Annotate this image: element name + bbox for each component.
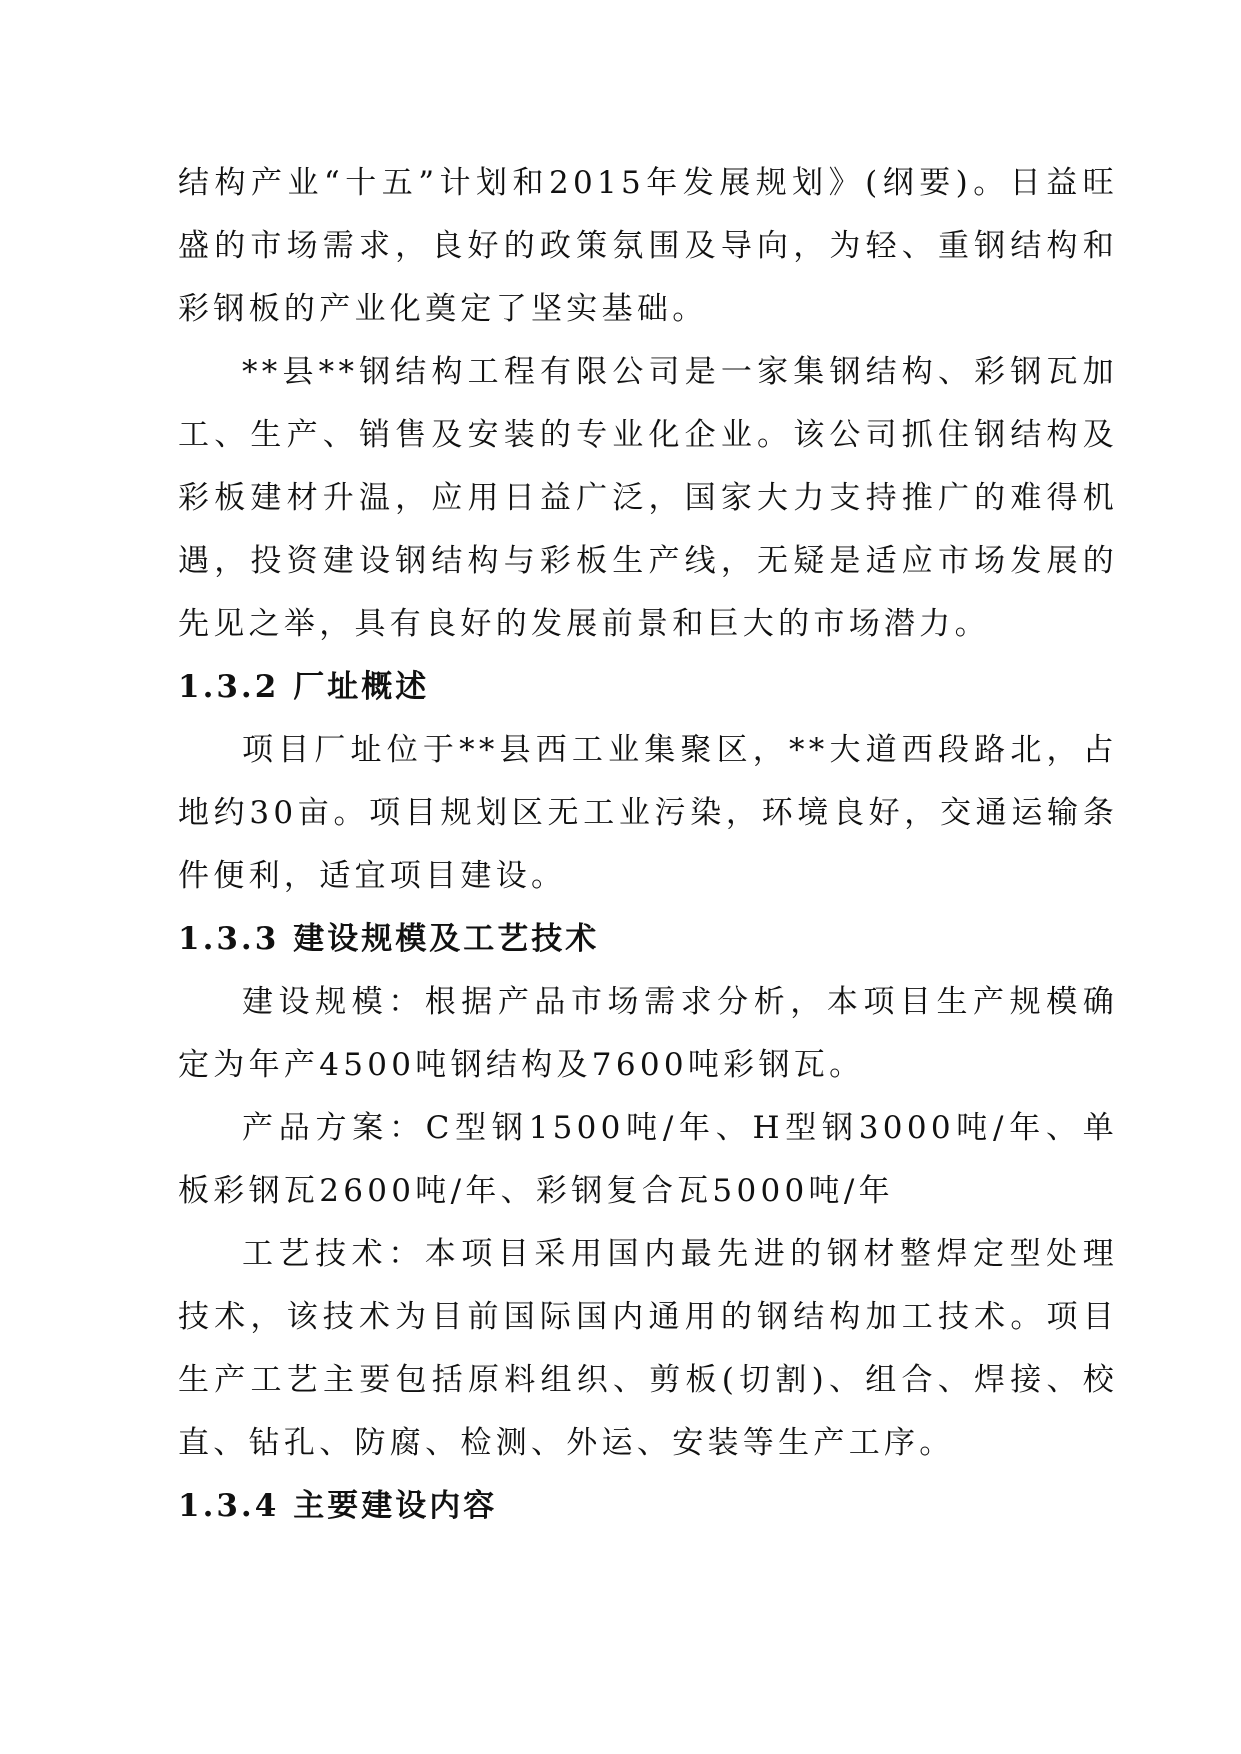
section-heading-1-3-2 xyxy=(178,656,1118,719)
paragraph-construction-scale: 建设规模：根据产品市场需求分析，本项目生产规模确定为年产4500吨钢结构及7600吨彩钢瓦。 xyxy=(178,984,1118,1083)
section-title: 建设规模及工艺技术 xyxy=(293,921,600,957)
section-title: 主要建设内容 xyxy=(293,1488,498,1524)
section-number: 1.3.4 xyxy=(178,1488,280,1524)
paragraph-product-plan: 产品方案：C型钢1500吨/年、H型钢3000吨/年、单板彩钢瓦2600吨/年、彩钢复合瓦5000吨/年 xyxy=(178,1110,1118,1209)
section-heading-1-3-4 xyxy=(178,1475,1118,1538)
paragraph-market-demand: 结构产业“十五”计划和2015年发展规划》(纲要)。日益旺盛的市场需求，良好的政策氛围及导向，为轻、重钢结构和彩钢板的产业化奠定了坚实基础。 xyxy=(178,165,1118,327)
section-number: 1.3.2 xyxy=(178,669,280,705)
section-number: 1.3.3 xyxy=(178,921,280,957)
paragraph-company-intro: **县**钢结构工程有限公司是一家集钢结构、彩钢瓦加工、生产、销售及安装的专业化企业。该公司抓住钢结构及彩板建材升温，应用日益广泛，国家大力支持推广的难得机遇，投资建设钢结构与彩板生产线，无疑是适应市场发展的先见之举，具有良好的发展前景和巨大的市场潜力。 xyxy=(178,354,1118,642)
section-title: 厂址概述 xyxy=(293,669,430,705)
document-page xyxy=(178,152,1118,1538)
paragraph-process-technology: 工艺技术：本项目采用国内最先进的钢材整焊定型处理技术，该技术为目前国际国内通用的钢结构加工技术。项目生产工艺主要包括原料组织、剪板(切割)、组合、焊接、校直、钻孔、防腐、检测、外运、安装等生产工序。 xyxy=(178,1236,1118,1461)
paragraph-site-overview: 项目厂址位于**县西工业集聚区，**大道西段路北，占地约30亩。项目规划区无工业污染，环境良好，交通运输条件便利，适宜项目建设。 xyxy=(178,732,1118,894)
section-heading-1-3-3 xyxy=(178,908,1118,971)
